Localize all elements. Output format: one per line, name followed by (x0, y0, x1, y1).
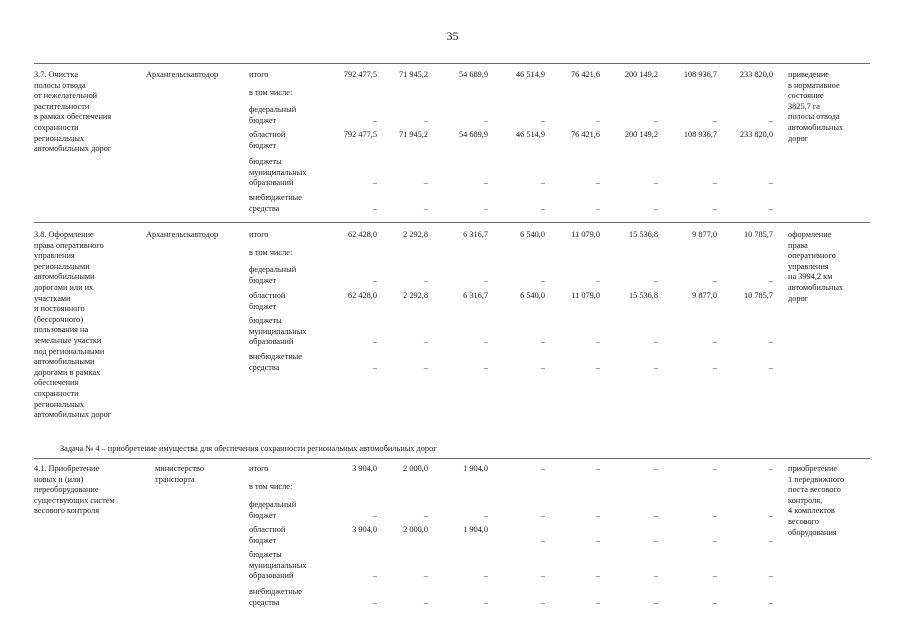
value-cell: 233 820,0 (739, 130, 773, 139)
value-cell: – (372, 597, 377, 607)
value-cell: – (372, 275, 377, 285)
row-label: федеральный бюджет (249, 265, 297, 285)
section-title: 4.1. Приобретение новых и (или) переоборудование существующих систем весового контроля (34, 464, 115, 516)
row-label: итого (249, 464, 269, 473)
value-cell: – (483, 178, 488, 188)
value-cell: – (653, 571, 658, 581)
value-cell: – (540, 178, 545, 188)
value-cell: 2 292,8 (403, 230, 428, 239)
value-cell: 46 514,9 (515, 70, 545, 79)
value-cell: – (423, 203, 428, 213)
value-cell: – (595, 510, 600, 520)
value-cell: 200 149,2 (624, 70, 658, 79)
value-cell: – (595, 203, 600, 213)
value-cell: – (540, 275, 545, 285)
value-cell: – (372, 571, 377, 581)
value-cell: 2 292,8 (403, 291, 428, 300)
row-label: в том числе: (249, 88, 293, 97)
value-cell: – (423, 337, 428, 347)
value-cell: – (372, 178, 377, 188)
row-label: областной бюджет (249, 525, 286, 545)
value-cell: 15 536,8 (628, 230, 658, 239)
result-text: оформление права оперативного управления на 3994,2 км автомобильных дорог (788, 230, 844, 303)
value-cell: – (653, 464, 658, 473)
value-cell: 2 000,0 (403, 464, 428, 473)
row-label: внебюджетные средства (249, 193, 302, 213)
value-cell: 6 540,0 (520, 291, 545, 300)
value-cell: – (540, 337, 545, 347)
value-cell: – (423, 178, 428, 188)
value-cell: – (768, 362, 773, 372)
value-cell: – (423, 362, 428, 372)
value-cell: – (372, 337, 377, 347)
value-cell: – (595, 178, 600, 188)
value-cell: – (712, 464, 717, 473)
value-cell: – (372, 362, 377, 372)
section-divider (34, 63, 870, 64)
value-cell: – (653, 535, 658, 545)
value-cell: 9 877,0 (692, 291, 717, 300)
value-cell: – (423, 571, 428, 581)
value-cell: – (483, 362, 488, 372)
row-label: федеральный бюджет (249, 105, 297, 125)
value-cell: 792 477,5 (343, 130, 377, 139)
value-cell: 11 079,0 (571, 230, 600, 239)
row-label: бюджеты муниципальных образований (249, 157, 307, 188)
section-title: 3.7. Очистка полосы отвода от нежелательной растительности в рамках обеспечения сохранности региональных автомобильных дорог (34, 70, 112, 154)
value-cell: – (595, 464, 600, 473)
value-cell: 2 000,0 (403, 525, 428, 534)
value-cell: 3 904,0 (352, 464, 377, 473)
value-cell: 233 820,0 (739, 70, 773, 79)
task-heading: Задача № 4 – приобретение имущества для обеспечения сохранности региональных автомобильных дорог (60, 444, 437, 453)
row-label: внебюджетные средства (249, 352, 302, 372)
result-text: приведение в нормативное состояние 3825,7 га полосы отвода автомобильных дорог (788, 70, 844, 143)
value-cell: – (483, 510, 488, 520)
value-cell: – (595, 571, 600, 581)
value-cell: 108 936,7 (683, 130, 717, 139)
value-cell: – (768, 597, 773, 607)
value-cell: – (483, 337, 488, 347)
value-cell: – (540, 115, 545, 125)
value-cell: 71 945,2 (398, 130, 428, 139)
value-cell: – (483, 115, 488, 125)
value-cell: – (768, 464, 773, 473)
value-cell: – (540, 464, 545, 473)
value-cell: – (768, 275, 773, 285)
value-cell: 108 936,7 (683, 70, 717, 79)
value-cell: – (653, 275, 658, 285)
value-cell: – (540, 510, 545, 520)
value-cell: – (712, 510, 717, 520)
row-label: внебюджетные средства (249, 587, 302, 607)
executor: министерство транспорта (155, 464, 205, 484)
value-cell: – (768, 203, 773, 213)
value-cell: – (712, 115, 717, 125)
value-cell: 792 477,5 (343, 70, 377, 79)
row-label: итого (249, 70, 269, 79)
value-cell: – (372, 510, 377, 520)
value-cell: – (712, 337, 717, 347)
value-cell: – (653, 178, 658, 188)
value-cell: 54 689,9 (458, 130, 488, 139)
value-cell: – (653, 510, 658, 520)
value-cell: – (540, 535, 545, 545)
value-cell: – (768, 337, 773, 347)
row-label: итого (249, 230, 269, 239)
value-cell: 62 428,0 (347, 291, 377, 300)
value-cell: – (540, 203, 545, 213)
value-cell: – (768, 115, 773, 125)
value-cell: – (595, 275, 600, 285)
value-cell: – (483, 275, 488, 285)
value-cell: 54 689,9 (458, 70, 488, 79)
value-cell: – (712, 178, 717, 188)
value-cell: – (595, 535, 600, 545)
executor: Архангельскавтодор (146, 70, 219, 79)
value-cell: 11 079,0 (571, 291, 600, 300)
row-label: областной бюджет (249, 130, 286, 150)
value-cell: 71 945,2 (398, 70, 428, 79)
row-label: областной бюджет (249, 291, 286, 311)
value-cell: 76 421,6 (570, 130, 600, 139)
value-cell: – (423, 597, 428, 607)
value-cell: – (712, 571, 717, 581)
section-divider (34, 222, 870, 223)
value-cell: – (712, 275, 717, 285)
value-cell: 62 428,0 (347, 230, 377, 239)
value-cell: – (712, 362, 717, 372)
row-label: в том числе: (249, 248, 293, 257)
page-number: 35 (446, 29, 459, 43)
value-cell: – (653, 203, 658, 213)
value-cell: – (712, 535, 717, 545)
value-cell: – (768, 535, 773, 545)
row-label: бюджеты муниципальных образований (249, 550, 307, 581)
section-title: 3.8. Оформление права оперативного управления региональными автомобильными дорогами или их участками и постоянного (бессрочного) пользования на земельные участки под региональными автомобильными дорогами в рамках обеспечения сохранности региональных автомобильных дорог (34, 230, 112, 420)
value-cell: – (540, 571, 545, 581)
value-cell: – (768, 510, 773, 520)
row-label: в том числе: (249, 482, 293, 491)
result-text: приобретение 1 передвижного поста весового контроля, 4 комплектов весового оборудования (788, 464, 845, 537)
value-cell: 6 316,7 (463, 230, 488, 239)
section-divider (34, 458, 870, 459)
value-cell: 10 785,7 (743, 291, 773, 300)
value-cell: 46 514,9 (515, 130, 545, 139)
value-cell: – (595, 337, 600, 347)
value-cell: 9 877,0 (692, 230, 717, 239)
value-cell: – (483, 597, 488, 607)
value-cell: 6 540,0 (520, 230, 545, 239)
row-label: федеральный бюджет (249, 500, 297, 520)
value-cell: – (423, 510, 428, 520)
value-cell: – (595, 362, 600, 372)
value-cell: – (483, 203, 488, 213)
value-cell: – (540, 362, 545, 372)
value-cell: – (768, 178, 773, 188)
value-cell: – (595, 597, 600, 607)
value-cell: 1 904,0 (463, 525, 488, 534)
value-cell: – (768, 571, 773, 581)
value-cell: 76 421,6 (570, 70, 600, 79)
value-cell: – (712, 597, 717, 607)
value-cell: 3 904,0 (352, 525, 377, 534)
value-cell: – (653, 337, 658, 347)
executor: Архангельскавтодор (146, 230, 219, 239)
value-cell: – (483, 571, 488, 581)
value-cell: 6 316,7 (463, 291, 488, 300)
value-cell: 10 785,7 (743, 230, 773, 239)
value-cell: 200 149,2 (624, 130, 658, 139)
value-cell: – (595, 115, 600, 125)
value-cell: – (372, 203, 377, 213)
value-cell: – (653, 115, 658, 125)
value-cell: – (372, 115, 377, 125)
value-cell: – (423, 275, 428, 285)
row-label: бюджеты муниципальных образований (249, 316, 307, 347)
value-cell: – (540, 597, 545, 607)
value-cell: 1 904,0 (463, 464, 488, 473)
value-cell: 15 536,8 (628, 291, 658, 300)
value-cell: – (653, 597, 658, 607)
value-cell: – (712, 203, 717, 213)
value-cell: – (653, 362, 658, 372)
value-cell: – (423, 115, 428, 125)
